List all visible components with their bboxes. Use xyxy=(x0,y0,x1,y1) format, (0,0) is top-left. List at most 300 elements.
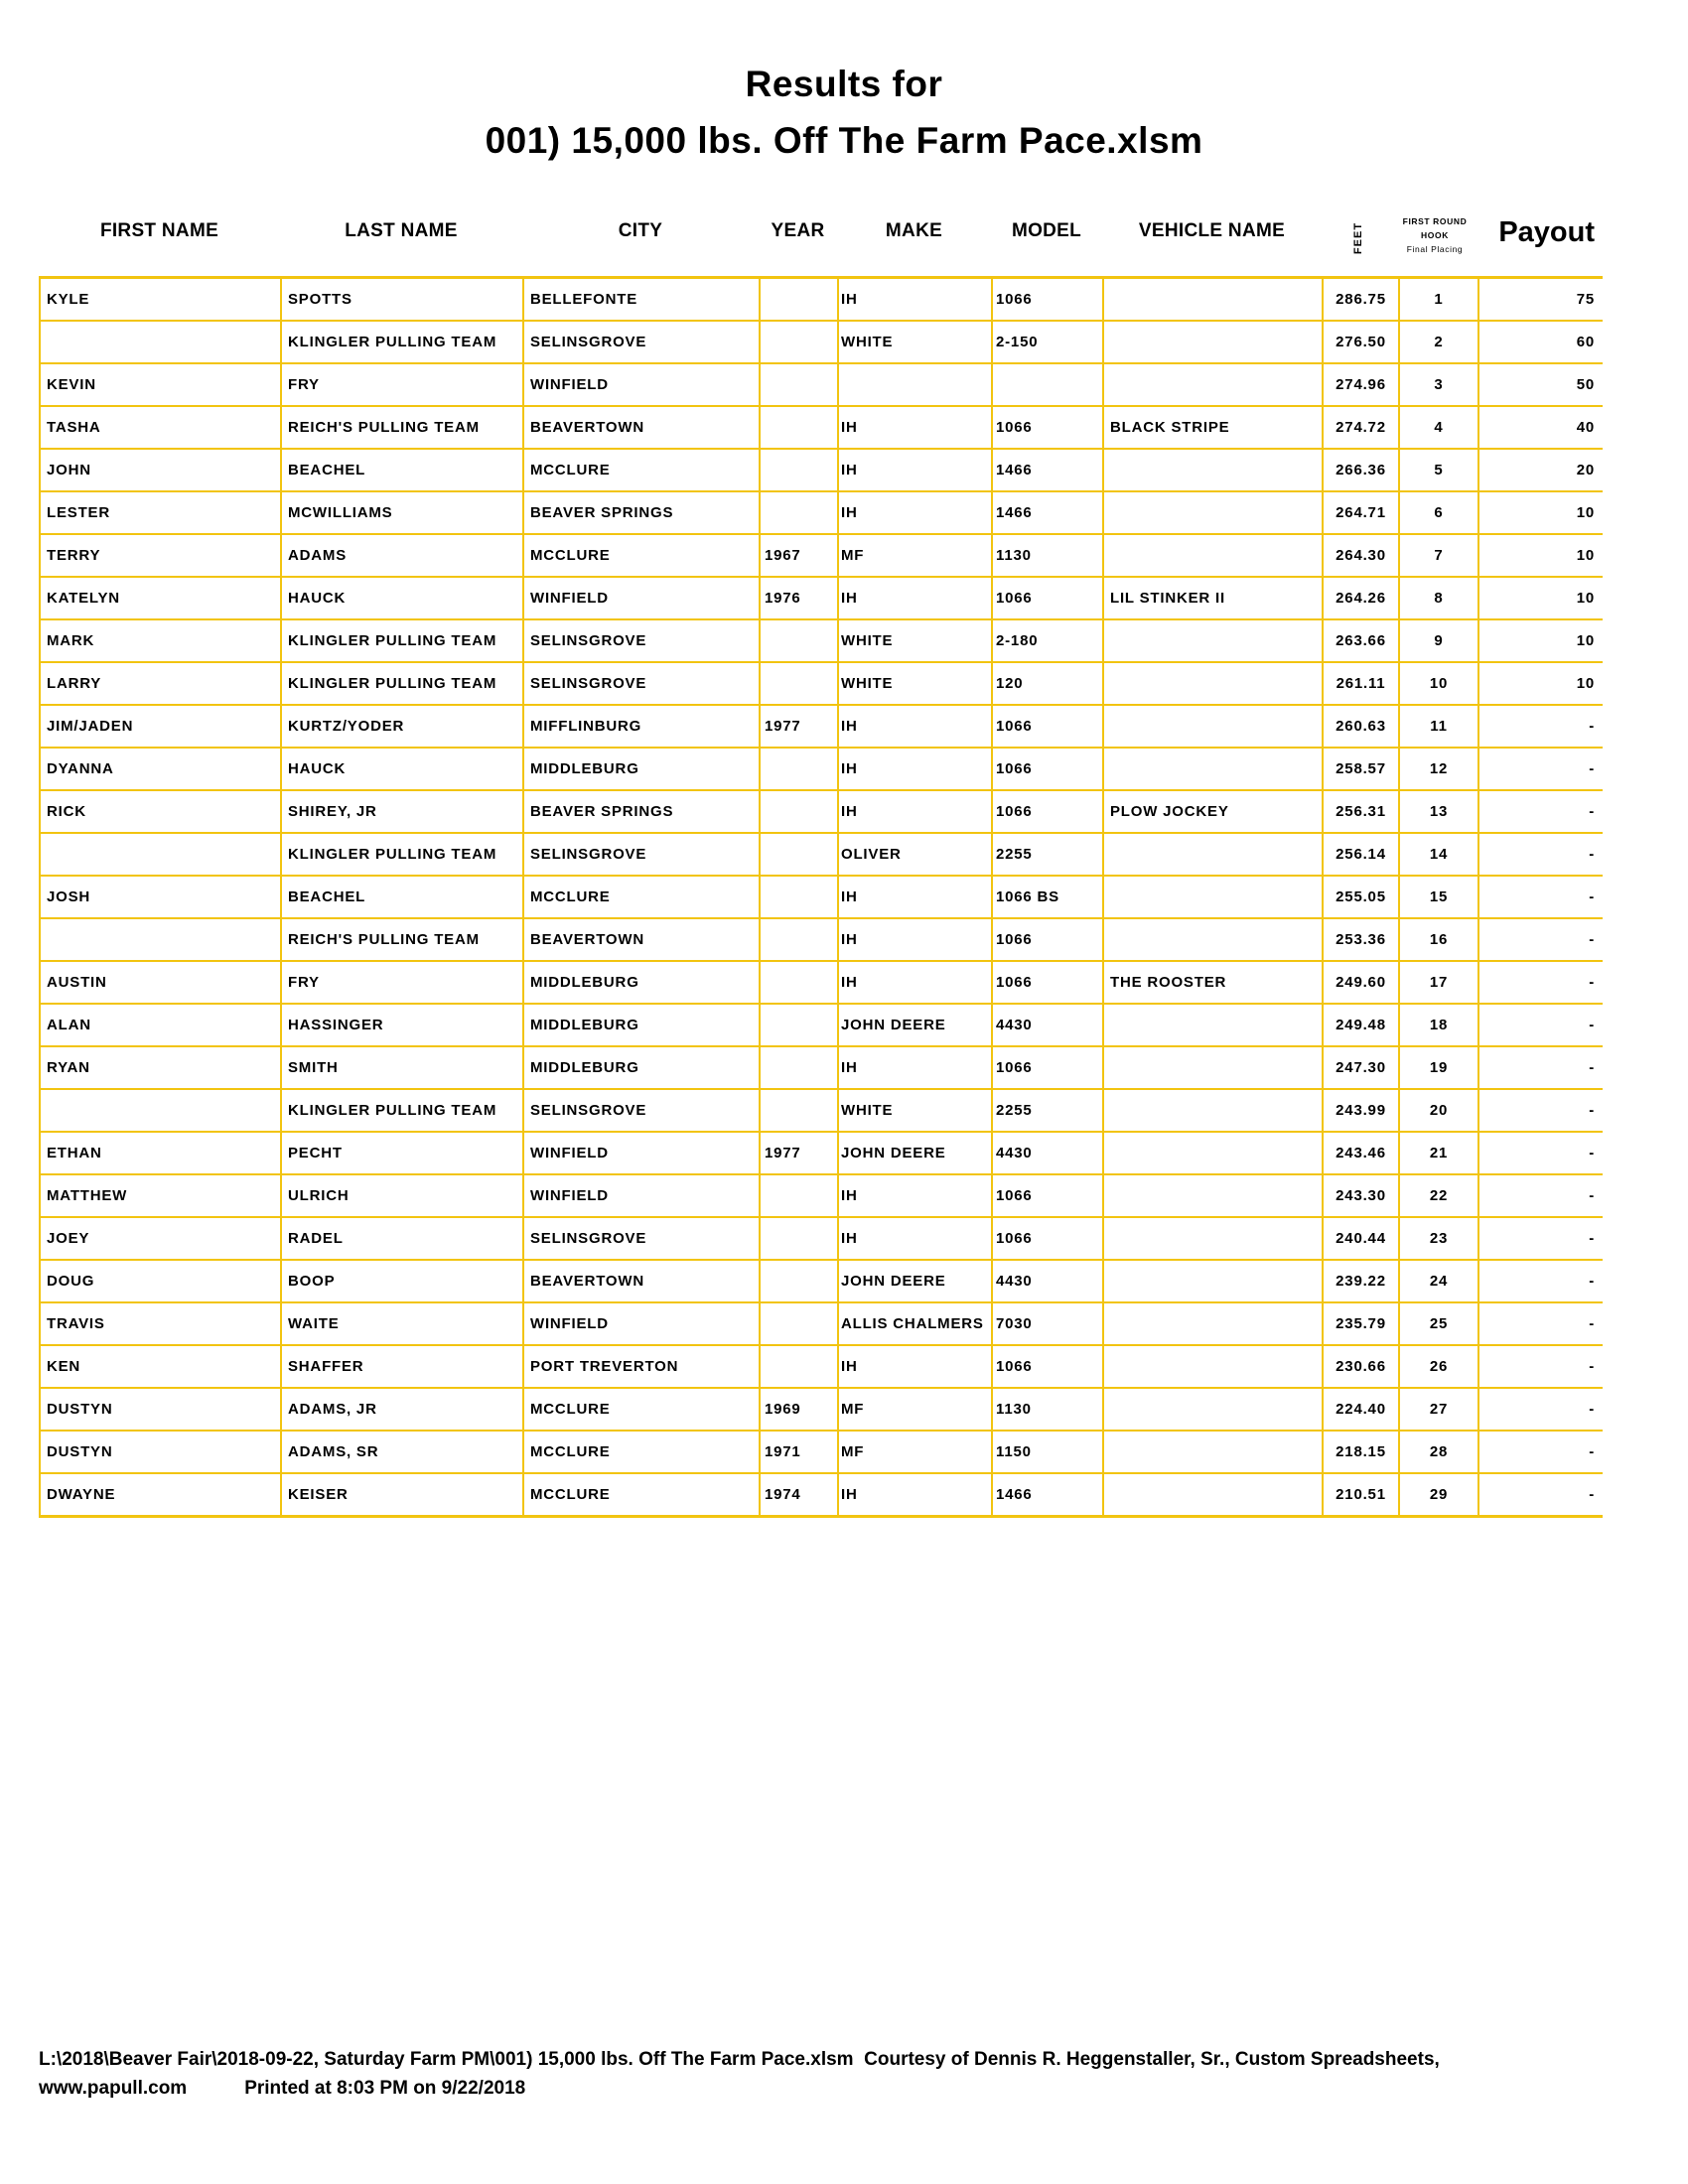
cell-city: SELINSGROVE xyxy=(523,662,760,705)
cell-model: 4430 xyxy=(992,1132,1103,1174)
cell-city: MCCLURE xyxy=(523,449,760,491)
cell-model: 2255 xyxy=(992,1089,1103,1132)
table-row xyxy=(40,662,1603,705)
cell-last-name: ADAMS xyxy=(281,534,523,577)
cell-placing: 4 xyxy=(1399,406,1478,449)
cell-city: SELINSGROVE xyxy=(523,833,760,876)
cell-make: ALLIS CHALMERS xyxy=(838,1302,992,1345)
cell-make: WHITE xyxy=(838,321,992,363)
cell-make: IH xyxy=(838,491,992,534)
cell-vehicle-name xyxy=(1103,1302,1323,1345)
cell-model: 2-180 xyxy=(992,619,1103,662)
cell-year xyxy=(760,790,838,833)
cell-make: WHITE xyxy=(838,1089,992,1132)
cell-year xyxy=(760,1345,838,1388)
table-row xyxy=(40,1345,1603,1388)
cell-vehicle-name xyxy=(1103,1345,1323,1388)
table-row xyxy=(40,406,1603,449)
cell-model: 7030 xyxy=(992,1302,1103,1345)
cell-city: MIDDLEBURG xyxy=(523,1004,760,1046)
cell-payout: - xyxy=(1478,1388,1603,1431)
cell-city: BEAVERTOWN xyxy=(523,406,760,449)
cell-city: WINFIELD xyxy=(523,1132,760,1174)
cell-city: BEAVER SPRINGS xyxy=(523,790,760,833)
cell-first-name: MARK xyxy=(40,619,281,662)
cell-year xyxy=(760,961,838,1004)
cell-city: MCCLURE xyxy=(523,1431,760,1473)
cell-make: JOHN DEERE xyxy=(838,1004,992,1046)
page-title: Results for xyxy=(745,64,943,104)
cell-last-name: ADAMS, SR xyxy=(281,1431,523,1473)
cell-city: MIFFLINBURG xyxy=(523,705,760,748)
cell-first-name: KEN xyxy=(40,1345,281,1388)
cell-placing: 24 xyxy=(1399,1260,1478,1302)
column-header-first-name: FIRST NAME xyxy=(99,220,219,241)
cell-placing: 29 xyxy=(1399,1473,1478,1517)
cell-year xyxy=(760,406,838,449)
cell-placing: 22 xyxy=(1399,1174,1478,1217)
cell-city: WINFIELD xyxy=(523,363,760,406)
cell-model: 1066 xyxy=(992,1217,1103,1260)
cell-feet: 247.30 xyxy=(1323,1046,1399,1089)
cell-last-name: WAITE xyxy=(281,1302,523,1345)
table-row xyxy=(40,1260,1603,1302)
cell-make: OLIVER xyxy=(838,833,992,876)
cell-last-name: KLINGLER PULLING TEAM xyxy=(281,321,523,363)
cell-year xyxy=(760,748,838,790)
cell-vehicle-name xyxy=(1103,1046,1323,1089)
cell-year: 1977 xyxy=(760,1132,838,1174)
cell-model: 1466 xyxy=(992,1473,1103,1517)
cell-vehicle-name: BLACK STRIPE xyxy=(1103,406,1323,449)
cell-city: WINFIELD xyxy=(523,1302,760,1345)
cell-payout: - xyxy=(1478,1089,1603,1132)
cell-vehicle-name xyxy=(1103,1132,1323,1174)
cell-placing: 3 xyxy=(1399,363,1478,406)
table-row xyxy=(40,1217,1603,1260)
cell-model: 2-150 xyxy=(992,321,1103,363)
cell-year: 1969 xyxy=(760,1388,838,1431)
cell-feet: 239.22 xyxy=(1323,1260,1399,1302)
cell-year xyxy=(760,833,838,876)
cell-vehicle-name xyxy=(1103,748,1323,790)
cell-city: WINFIELD xyxy=(523,577,760,619)
cell-placing: 15 xyxy=(1399,876,1478,918)
cell-placing: 14 xyxy=(1399,833,1478,876)
footer-print-info xyxy=(39,2078,525,2100)
cell-first-name: DYANNA xyxy=(40,748,281,790)
cell-placing: 10 xyxy=(1399,662,1478,705)
cell-city: PORT TREVERTON xyxy=(523,1345,760,1388)
cell-placing: 25 xyxy=(1399,1302,1478,1345)
cell-feet: 264.71 xyxy=(1323,491,1399,534)
cell-vehicle-name xyxy=(1103,1089,1323,1132)
cell-placing: 12 xyxy=(1399,748,1478,790)
cell-placing: 6 xyxy=(1399,491,1478,534)
cell-last-name: KLINGLER PULLING TEAM xyxy=(281,1089,523,1132)
cell-year xyxy=(760,321,838,363)
table-row xyxy=(40,918,1603,961)
cell-last-name: RADEL xyxy=(281,1217,523,1260)
table-row xyxy=(40,833,1603,876)
cell-make: JOHN DEERE xyxy=(838,1132,992,1174)
cell-vehicle-name xyxy=(1103,278,1323,322)
cell-first-name: ETHAN xyxy=(40,1132,281,1174)
cell-payout: - xyxy=(1478,1174,1603,1217)
cell-model: 1066 xyxy=(992,278,1103,322)
cell-city: MCCLURE xyxy=(523,876,760,918)
column-header-payout: Payout xyxy=(1498,216,1595,248)
column-header-placing-line1: FIRST ROUND xyxy=(1402,216,1468,226)
cell-first-name: DWAYNE xyxy=(40,1473,281,1517)
cell-vehicle-name xyxy=(1103,662,1323,705)
cell-year: 1971 xyxy=(760,1431,838,1473)
footer-printed-at: Printed at 8:03 PM on 9/22/2018 xyxy=(244,2078,526,2099)
cell-city: SELINSGROVE xyxy=(523,321,760,363)
cell-vehicle-name xyxy=(1103,918,1323,961)
cell-placing: 8 xyxy=(1399,577,1478,619)
cell-model: 1066 BS xyxy=(992,876,1103,918)
cell-make: IH xyxy=(838,406,992,449)
cell-vehicle-name xyxy=(1103,705,1323,748)
cell-payout: - xyxy=(1478,748,1603,790)
cell-model: 1066 xyxy=(992,705,1103,748)
cell-year xyxy=(760,1260,838,1302)
cell-make: IH xyxy=(838,1046,992,1089)
table-row xyxy=(40,876,1603,918)
table-row xyxy=(40,961,1603,1004)
cell-city: SELINSGROVE xyxy=(523,619,760,662)
cell-feet: 274.96 xyxy=(1323,363,1399,406)
cell-feet: 264.26 xyxy=(1323,577,1399,619)
cell-feet: 224.40 xyxy=(1323,1388,1399,1431)
cell-last-name: MCWILLIAMS xyxy=(281,491,523,534)
cell-make: IH xyxy=(838,1473,992,1517)
cell-payout: - xyxy=(1478,918,1603,961)
table-row xyxy=(40,577,1603,619)
cell-payout: 10 xyxy=(1478,662,1603,705)
cell-model: 1066 xyxy=(992,748,1103,790)
table-row xyxy=(40,1431,1603,1473)
cell-last-name: REICH'S PULLING TEAM xyxy=(281,406,523,449)
cell-feet: 276.50 xyxy=(1323,321,1399,363)
table-row xyxy=(40,1174,1603,1217)
cell-feet: 253.36 xyxy=(1323,918,1399,961)
cell-last-name: BEACHEL xyxy=(281,449,523,491)
cell-year xyxy=(760,278,838,322)
cell-city: SELINSGROVE xyxy=(523,1217,760,1260)
cell-last-name: REICH'S PULLING TEAM xyxy=(281,918,523,961)
cell-make: MF xyxy=(838,534,992,577)
cell-payout: - xyxy=(1478,790,1603,833)
column-header-last-name: LAST NAME xyxy=(345,220,458,241)
cell-vehicle-name: LIL STINKER II xyxy=(1103,577,1323,619)
cell-vehicle-name xyxy=(1103,876,1323,918)
cell-city: SELINSGROVE xyxy=(523,1089,760,1132)
cell-feet: 243.99 xyxy=(1323,1089,1399,1132)
cell-last-name: KLINGLER PULLING TEAM xyxy=(281,619,523,662)
table-row xyxy=(40,491,1603,534)
cell-first-name xyxy=(40,1089,281,1132)
cell-payout: 60 xyxy=(1478,321,1603,363)
cell-payout: - xyxy=(1478,961,1603,1004)
cell-first-name: KEVIN xyxy=(40,363,281,406)
cell-feet: 243.46 xyxy=(1323,1132,1399,1174)
cell-first-name: RICK xyxy=(40,790,281,833)
cell-first-name: TASHA xyxy=(40,406,281,449)
cell-model: 1150 xyxy=(992,1431,1103,1473)
cell-vehicle-name xyxy=(1103,1431,1323,1473)
cell-first-name xyxy=(40,833,281,876)
cell-make: IH xyxy=(838,790,992,833)
cell-last-name: KEISER xyxy=(281,1473,523,1517)
cell-feet: 286.75 xyxy=(1323,278,1399,322)
cell-payout: - xyxy=(1478,1473,1603,1517)
cell-payout: 20 xyxy=(1478,449,1603,491)
cell-placing: 17 xyxy=(1399,961,1478,1004)
cell-feet: 218.15 xyxy=(1323,1431,1399,1473)
cell-city: WINFIELD xyxy=(523,1174,760,1217)
cell-model: 1066 xyxy=(992,1345,1103,1388)
cell-make: IH xyxy=(838,876,992,918)
cell-feet: 230.66 xyxy=(1323,1345,1399,1388)
cell-make: IH xyxy=(838,1345,992,1388)
cell-make: IH xyxy=(838,577,992,619)
table-row xyxy=(40,1473,1603,1517)
cell-year: 1977 xyxy=(760,705,838,748)
cell-last-name: HAUCK xyxy=(281,748,523,790)
cell-first-name: ALAN xyxy=(40,1004,281,1046)
cell-first-name: AUSTIN xyxy=(40,961,281,1004)
cell-make: IH xyxy=(838,918,992,961)
cell-payout: - xyxy=(1478,1046,1603,1089)
cell-placing: 7 xyxy=(1399,534,1478,577)
cell-vehicle-name xyxy=(1103,534,1323,577)
cell-make: MF xyxy=(838,1431,992,1473)
cell-model: 4430 xyxy=(992,1004,1103,1046)
cell-feet: 249.60 xyxy=(1323,961,1399,1004)
cell-model: 2255 xyxy=(992,833,1103,876)
cell-year xyxy=(760,1174,838,1217)
cell-payout: 75 xyxy=(1478,278,1603,322)
cell-last-name: BEACHEL xyxy=(281,876,523,918)
cell-last-name: ADAMS, JR xyxy=(281,1388,523,1431)
cell-make: IH xyxy=(838,961,992,1004)
cell-model: 120 xyxy=(992,662,1103,705)
cell-placing: 21 xyxy=(1399,1132,1478,1174)
cell-payout: 10 xyxy=(1478,577,1603,619)
cell-vehicle-name: PLOW JOCKEY xyxy=(1103,790,1323,833)
cell-year xyxy=(760,1217,838,1260)
cell-year xyxy=(760,449,838,491)
cell-placing: 19 xyxy=(1399,1046,1478,1089)
page-subtitle: 001) 15,000 lbs. Off The Farm Pace.xlsm xyxy=(485,120,1203,161)
table-row xyxy=(40,1089,1603,1132)
cell-placing: 5 xyxy=(1399,449,1478,491)
column-header-placing-line2: HOOK xyxy=(1421,230,1449,240)
cell-year: 1976 xyxy=(760,577,838,619)
cell-model: 1066 xyxy=(992,1046,1103,1089)
cell-first-name xyxy=(40,321,281,363)
cell-city: BEAVERTOWN xyxy=(523,1260,760,1302)
cell-model: 1066 xyxy=(992,918,1103,961)
cell-model: 1066 xyxy=(992,406,1103,449)
cell-make: IH xyxy=(838,278,992,322)
cell-feet: 235.79 xyxy=(1323,1302,1399,1345)
cell-city: BEAVERTOWN xyxy=(523,918,760,961)
cell-payout: - xyxy=(1478,1345,1603,1388)
cell-payout: 50 xyxy=(1478,363,1603,406)
cell-city: BELLEFONTE xyxy=(523,278,760,322)
cell-last-name: SHIREY, JR xyxy=(281,790,523,833)
cell-last-name: HASSINGER xyxy=(281,1004,523,1046)
cell-feet: 261.11 xyxy=(1323,662,1399,705)
cell-feet: 266.36 xyxy=(1323,449,1399,491)
cell-payout: 40 xyxy=(1478,406,1603,449)
cell-feet: 258.57 xyxy=(1323,748,1399,790)
cell-make: IH xyxy=(838,1217,992,1260)
cell-make: WHITE xyxy=(838,662,992,705)
cell-make: IH xyxy=(838,449,992,491)
cell-first-name: JOSH xyxy=(40,876,281,918)
cell-year xyxy=(760,363,838,406)
cell-placing: 18 xyxy=(1399,1004,1478,1046)
cell-model: 4430 xyxy=(992,1260,1103,1302)
cell-first-name: TERRY xyxy=(40,534,281,577)
cell-placing: 20 xyxy=(1399,1089,1478,1132)
cell-city: MCCLURE xyxy=(523,1388,760,1431)
table-row xyxy=(40,1388,1603,1431)
results-table xyxy=(39,276,1603,1518)
cell-vehicle-name xyxy=(1103,449,1323,491)
cell-vehicle-name xyxy=(1103,1217,1323,1260)
cell-feet: 249.48 xyxy=(1323,1004,1399,1046)
cell-make: MF xyxy=(838,1388,992,1431)
table-row xyxy=(40,619,1603,662)
results-body xyxy=(40,278,1603,1517)
cell-model: 1130 xyxy=(992,1388,1103,1431)
cell-make: WHITE xyxy=(838,619,992,662)
cell-model: 1466 xyxy=(992,449,1103,491)
cell-model: 1066 xyxy=(992,961,1103,1004)
cell-feet: 255.05 xyxy=(1323,876,1399,918)
cell-feet: 264.30 xyxy=(1323,534,1399,577)
cell-placing: 1 xyxy=(1399,278,1478,322)
table-row xyxy=(40,278,1603,322)
cell-year xyxy=(760,1302,838,1345)
cell-model: 1130 xyxy=(992,534,1103,577)
table-row xyxy=(40,363,1603,406)
column-header-placing xyxy=(1390,214,1479,256)
cell-placing: 26 xyxy=(1399,1345,1478,1388)
cell-last-name: BOOP xyxy=(281,1260,523,1302)
cell-model: 1066 xyxy=(992,577,1103,619)
cell-payout: - xyxy=(1478,1431,1603,1473)
cell-payout: 10 xyxy=(1478,491,1603,534)
cell-city: BEAVER SPRINGS xyxy=(523,491,760,534)
column-header-placing-line3: Final Placing xyxy=(1406,244,1464,254)
cell-vehicle-name xyxy=(1103,1260,1323,1302)
cell-payout: - xyxy=(1478,1004,1603,1046)
cell-first-name: TRAVIS xyxy=(40,1302,281,1345)
cell-vehicle-name xyxy=(1103,619,1323,662)
cell-vehicle-name xyxy=(1103,1174,1323,1217)
cell-placing: 11 xyxy=(1399,705,1478,748)
column-header-vehicle-name: VEHICLE NAME xyxy=(1138,220,1286,241)
cell-placing: 2 xyxy=(1399,321,1478,363)
cell-vehicle-name xyxy=(1103,321,1323,363)
column-header-model: MODEL xyxy=(1011,220,1082,241)
cell-year xyxy=(760,1046,838,1089)
cell-feet: 240.44 xyxy=(1323,1217,1399,1260)
column-header-city: CITY xyxy=(618,220,663,241)
cell-model xyxy=(992,363,1103,406)
cell-feet: 210.51 xyxy=(1323,1473,1399,1517)
cell-payout: - xyxy=(1478,833,1603,876)
cell-year xyxy=(760,1004,838,1046)
table-row xyxy=(40,1302,1603,1345)
cell-vehicle-name xyxy=(1103,1473,1323,1517)
cell-placing: 28 xyxy=(1399,1431,1478,1473)
cell-city: MIDDLEBURG xyxy=(523,748,760,790)
cell-first-name: JOHN xyxy=(40,449,281,491)
cell-feet: 243.30 xyxy=(1323,1174,1399,1217)
footer-website: www.papull.com xyxy=(39,2078,188,2099)
table-row xyxy=(40,705,1603,748)
cell-first-name: LESTER xyxy=(40,491,281,534)
cell-payout: 10 xyxy=(1478,619,1603,662)
cell-last-name: FRY xyxy=(281,961,523,1004)
cell-feet: 256.14 xyxy=(1323,833,1399,876)
footer-file-path: L:\2018\Beaver Fair\2018-09-22, Saturday Farm PM\001) 15,000 lbs. Off The Farm Pace.xlsm Courtesy of Dennis R. Heggenstaller, Sr., Custom Spreadsheets, xyxy=(39,2049,1440,2070)
cell-last-name: HAUCK xyxy=(281,577,523,619)
table-row xyxy=(40,449,1603,491)
cell-payout: - xyxy=(1478,705,1603,748)
cell-payout: - xyxy=(1478,1302,1603,1345)
cell-vehicle-name xyxy=(1103,1004,1323,1046)
cell-vehicle-name xyxy=(1103,1388,1323,1431)
cell-first-name: DUSTYN xyxy=(40,1431,281,1473)
cell-make: IH xyxy=(838,705,992,748)
cell-last-name: FRY xyxy=(281,363,523,406)
cell-city: MIDDLEBURG xyxy=(523,961,760,1004)
table-row xyxy=(40,534,1603,577)
cell-year xyxy=(760,918,838,961)
cell-first-name: DUSTYN xyxy=(40,1388,281,1431)
cell-make xyxy=(838,363,992,406)
cell-last-name: PECHT xyxy=(281,1132,523,1174)
cell-last-name: KLINGLER PULLING TEAM xyxy=(281,833,523,876)
table-row xyxy=(40,790,1603,833)
cell-first-name: RYAN xyxy=(40,1046,281,1089)
cell-vehicle-name xyxy=(1103,363,1323,406)
table-row xyxy=(40,1004,1603,1046)
cell-city: MIDDLEBURG xyxy=(523,1046,760,1089)
column-header-feet-label: FEET xyxy=(1352,221,1364,255)
cell-make: IH xyxy=(838,1174,992,1217)
cell-first-name: MATTHEW xyxy=(40,1174,281,1217)
cell-payout: - xyxy=(1478,1260,1603,1302)
cell-placing: 13 xyxy=(1399,790,1478,833)
cell-year xyxy=(760,619,838,662)
cell-last-name: ULRICH xyxy=(281,1174,523,1217)
cell-placing: 9 xyxy=(1399,619,1478,662)
cell-last-name: KURTZ/YODER xyxy=(281,705,523,748)
cell-year: 1974 xyxy=(760,1473,838,1517)
cell-vehicle-name xyxy=(1103,833,1323,876)
column-header-feet xyxy=(1336,216,1380,260)
cell-feet: 274.72 xyxy=(1323,406,1399,449)
